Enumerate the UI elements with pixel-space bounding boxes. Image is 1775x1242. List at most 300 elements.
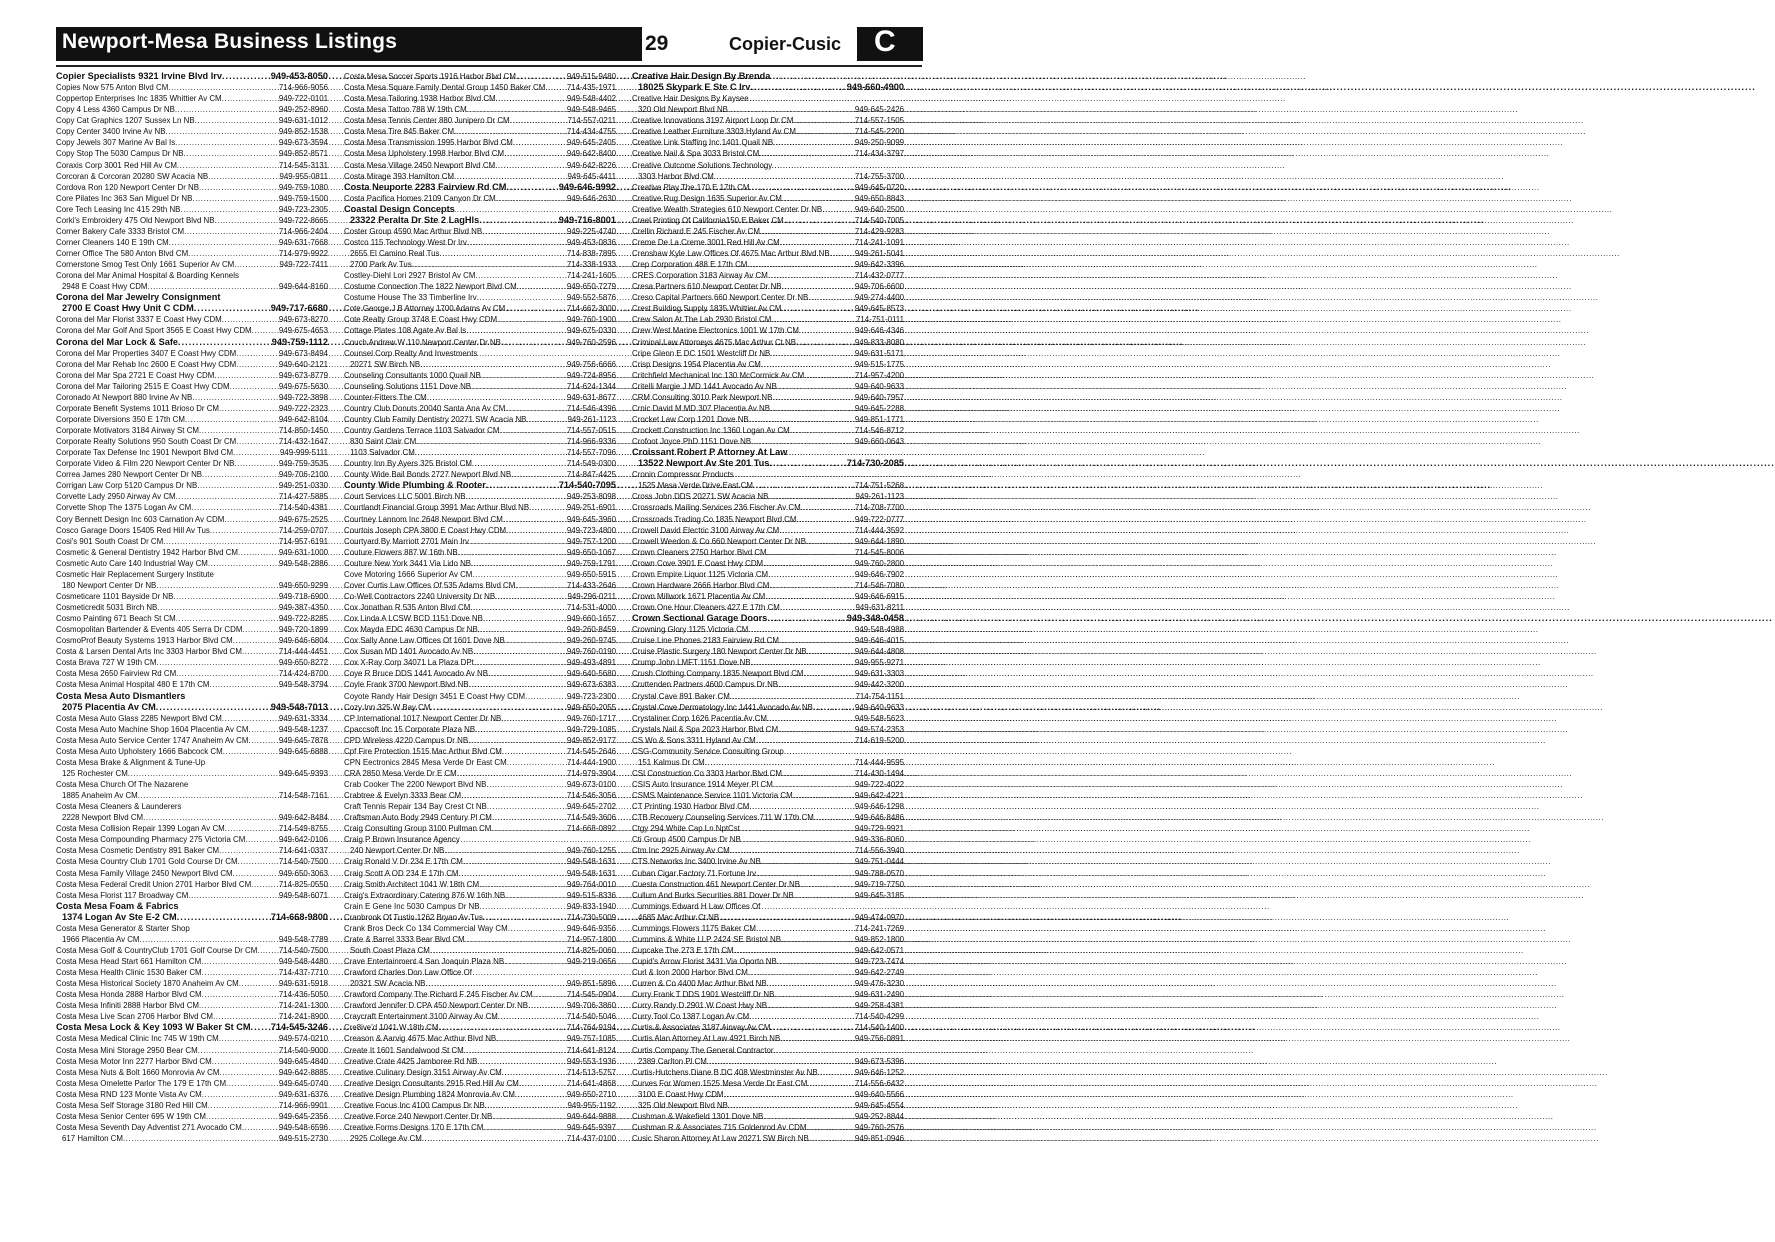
listing-name: 2925 College Av CM <box>350 1134 422 1143</box>
listing-phone: 949-574-0210 <box>278 1034 328 1044</box>
listing-phone: 949-760-1255 <box>566 846 616 856</box>
listing-phone: 949-548-5623 <box>854 713 904 723</box>
listing-name: Counter-Fitters The CM <box>344 392 427 402</box>
leader-dots <box>728 104 855 115</box>
leader-dots <box>769 458 846 469</box>
leader-dots <box>199 425 279 436</box>
listing-name: CT Printing 1930 Harbor Blvd CM <box>632 802 750 812</box>
listing-name: Cresa Partners 610 Newport Center Dr NB <box>632 282 782 292</box>
listing-name: Cranbrook Of Tustin 1262 Bryan Av Tus <box>344 912 483 922</box>
leader-dots <box>479 215 559 226</box>
leader-dots <box>778 679 855 690</box>
leader-dots <box>756 735 855 746</box>
listing-entry <box>344 292 616 303</box>
listing-name: Crystaliner Corp 1626 Pacentia Av CM <box>632 713 767 723</box>
listing-name: Corporate Motivators 3184 Airway St CM <box>56 426 199 435</box>
listing-phone: 949-225-4740 <box>566 226 616 236</box>
listing-name: Creative Design Plumbing 1824 Monrovia Av CM <box>344 1089 515 1099</box>
listing-entry <box>56 104 328 115</box>
leader-dots <box>517 281 567 292</box>
listing-phone: 714-430-1494 <box>854 768 904 778</box>
leader-dots <box>257 945 279 956</box>
listing-phone: 949-650-8272 <box>278 658 328 668</box>
listing-name: 2075 Placentia Av CM <box>62 701 156 712</box>
listing-phone: 714-435-1971 <box>566 83 616 93</box>
listing-phone: 949-574-2353 <box>854 724 904 734</box>
leader-dots <box>777 381 855 392</box>
listing-name: CSMS Maintenance Service 1101 Victoria CM <box>632 791 793 801</box>
leader-dots <box>483 613 567 624</box>
listing-name: Cove Motoring 1666 Superior Av CM <box>344 569 473 579</box>
listing-phone: 949-729-1085 <box>566 724 616 734</box>
listing-phone: 949-251-0330 <box>278 481 328 491</box>
listing-phone: 714-444-9595 <box>854 757 904 767</box>
listing-name: Craft Tennis Repair 134 Bay Crest Ct NB <box>344 802 487 812</box>
listing-name: Curtis Alan Attorney At Law 4921 Birch NB <box>632 1034 781 1044</box>
listing-phone: 949-646-9356 <box>566 923 616 933</box>
listing-phone: 714-241-8900 <box>278 1012 328 1022</box>
listing-entry <box>56 790 328 801</box>
listing-phone: 949-642-8104 <box>278 414 328 424</box>
listing-phone: 714-545-8006 <box>854 547 904 557</box>
listing-name: Crate & Barrel 3333 Bear Blvd CM <box>344 934 465 944</box>
listing-entry <box>632 1000 904 1011</box>
listing-phone: 949-548-7013 <box>270 701 328 712</box>
leader-dots <box>248 724 278 735</box>
listing-phone: 949-833-8080 <box>854 337 904 347</box>
listing-entry <box>344 193 616 204</box>
listing-phone: 949-261-5041 <box>854 249 904 258</box>
leader-dots <box>422 1133 567 1144</box>
leader-dots <box>245 834 279 845</box>
listing-name: Costa Mesa Village 2450 Newport Blvd CM <box>344 160 496 170</box>
listing-name: Costa Mesa Cosmetic Dentistry 891 Baker CM <box>56 846 220 856</box>
listing-name: Corona del Mar Golf And Sport 3565 E Coast Hwy CDM <box>56 326 252 336</box>
leader-dots <box>768 270 855 281</box>
listing-name: Corner Cleaners 140 E 19th CM <box>56 237 169 247</box>
listing-entry <box>56 425 328 436</box>
listing-entry <box>56 1045 328 1056</box>
listing-entry <box>56 514 328 525</box>
listing-name: Crawford Company The Richard F 245 Fischer Av CM <box>344 990 533 1000</box>
listing-entry <box>632 381 904 392</box>
leader-dots <box>212 1056 279 1067</box>
listing-name: Cruise Plastic Surgery 180 Newport Center Dr NB <box>632 647 807 657</box>
leader-dots <box>495 591 567 602</box>
listing-name: CosmoProf Beauty Systems 1913 Harbor Blvd CM <box>56 636 233 646</box>
leader-dots <box>163 536 279 547</box>
listing-name: Costa Mesa Health Clinic 1530 Baker CM <box>56 968 202 978</box>
listing-entry <box>344 215 616 226</box>
leader-dots <box>496 1033 567 1044</box>
listing-name: Copier Specialists 9321 Irvine Blvd Irv <box>56 71 222 81</box>
listing-phone: 714-513-5757 <box>566 1067 616 1077</box>
leader-dots <box>166 126 279 137</box>
leader-dots <box>507 757 567 768</box>
listing-entry <box>632 547 904 558</box>
listing-name: Costa Mesa Honda 2888 Harbor Blvd CM <box>56 990 202 1000</box>
leader-dots <box>176 491 279 502</box>
leader-dots <box>219 403 279 414</box>
listing-name: Costa Mesa Collision Repair 1399 Logan Av CM <box>56 824 225 834</box>
listing-entry <box>56 956 328 967</box>
leader-dots <box>477 1056 567 1067</box>
listing-phone: 714-432-1647 <box>278 437 328 447</box>
listing-phone: 949-631-3303 <box>854 669 904 679</box>
listing-entry <box>344 812 616 823</box>
listing-phone: 714-730-2085 <box>846 458 904 469</box>
leader-dots <box>475 270 566 281</box>
listing-entry <box>56 281 328 292</box>
listing-name: Copy Stop The 5030 Campus Dr NB <box>56 149 184 159</box>
listing-entry <box>632 1033 904 1044</box>
leader-dots <box>781 934 855 945</box>
listing-entry <box>344 436 616 447</box>
listing-phone: 949-252-8844 <box>854 1111 904 1121</box>
listing-phone: 949-706-2100 <box>278 470 328 480</box>
listing-entry <box>344 425 616 436</box>
listing-name: Curtis-Hutchens Diane B DC 408 Westminster Av NB <box>632 1067 818 1077</box>
leader-dots <box>767 1000 855 1011</box>
listing-phone: 949-852-8571 <box>278 149 328 159</box>
listing-name: 23322 Peralta Dr Ste 2 LagHls <box>350 214 480 225</box>
leader-dots <box>728 1100 855 1111</box>
listing-name: Cox Jonathan R 535 Anton Blvd CM <box>344 603 471 612</box>
listing-entry <box>344 956 616 967</box>
leader-dots <box>486 779 566 790</box>
leader-dots <box>779 635 855 646</box>
leader-dots <box>768 491 855 502</box>
listings-page <box>56 25 922 1143</box>
leader-dots <box>480 901 567 912</box>
listing-phone: 949-650-3063 <box>278 868 328 878</box>
listing-name: Crenshaw Kyle Law Offices Of 4675 Mac Arthur Blvd NB <box>632 249 830 258</box>
listing-entry <box>632 945 904 956</box>
leader-dots <box>128 768 279 779</box>
listing-name: Costa Mesa 2650 Fairview Rd CM <box>56 669 177 679</box>
listing-entry <box>56 536 328 547</box>
listing-name: Crystals Nail & Spa 2023 Harbor Blvd CM <box>632 724 779 734</box>
listing-name: Crowell David Electric 3100 Airway Av CM <box>632 525 780 535</box>
listing-name: Crawford Charles Don Law Office Of <box>344 968 472 978</box>
listing-entry <box>56 746 328 757</box>
listing-phone: 714-545-3246 <box>270 1022 328 1033</box>
listing-phone: 949-645-4411 <box>567 171 616 181</box>
listing-entry <box>56 1011 328 1022</box>
leader-dots <box>201 956 279 967</box>
leader-dots <box>749 182 854 193</box>
listing-phone: 949-724-8956 <box>566 370 616 380</box>
listing-phone: 714-957-1800 <box>566 934 616 944</box>
leader-dots <box>807 1078 855 1089</box>
listing-phone: 949-722-0101 <box>278 94 328 104</box>
listing-phone: 949-261-1123 <box>855 492 904 502</box>
listing-name: Counseling Solutions 1151 Dove NB <box>344 381 472 391</box>
listing-phone: 949-640-7957 <box>854 392 904 402</box>
listing-name: CPD Wireless 4220 Campus Dr NB <box>344 735 469 745</box>
listing-phone: 949-631-2490 <box>854 990 904 1000</box>
listing-phone: 949-646-4346 <box>854 326 904 336</box>
listing-entry <box>344 890 616 901</box>
listing-entry <box>56 856 328 867</box>
listing-entry <box>344 381 616 392</box>
leader-dots <box>475 724 567 735</box>
leader-dots <box>780 237 855 248</box>
listing-name: Cruttenden Partners 4600 Campus Dr NB <box>632 680 779 690</box>
listing-name: 4685 Mac Arthur Ct NB <box>638 912 720 922</box>
listing-entry <box>56 679 328 690</box>
listing-phone: 949-760-2596 <box>566 337 616 347</box>
listing-name: Curtis Company The General Contractor <box>632 1045 774 1055</box>
leader-dots <box>528 1000 567 1011</box>
listing-name: Creative Nail & Spa 3033 Bristol CM <box>632 149 760 159</box>
listing-name: South Coast Plaza CM <box>350 945 430 955</box>
listing-entry <box>344 1111 616 1122</box>
leader-dots <box>458 868 566 879</box>
leader-dots <box>485 1100 568 1111</box>
leader-dots <box>468 735 567 746</box>
listing-name: Creel Printing Of California150 E Baker CM <box>632 215 784 225</box>
listing-name: Costa Mesa Auto Glass 2285 Newport Blvd CM <box>56 713 222 723</box>
listing-phone: 714-437-0100 <box>566 1134 616 1143</box>
listing-phone: 949-673-8494 <box>278 348 328 358</box>
leader-dots <box>248 735 278 746</box>
listing-phone: 714-979-9922 <box>278 249 328 258</box>
listing-phone: 714-641-8124 <box>566 1045 616 1055</box>
listing-name: Costa Mesa Church Of The Nazarene <box>56 780 189 789</box>
listing-phone: 949-706-3860 <box>566 1001 616 1011</box>
listing-entry <box>632 502 904 513</box>
leader-dots <box>799 325 855 336</box>
listing-entry <box>56 392 328 403</box>
listing-phone: 949-718-6900 <box>278 591 328 601</box>
listing-phone: 714-545-3131 <box>278 160 328 170</box>
listing-phone: 949-640-9633 <box>854 381 904 391</box>
listing-phone: 949-650-2055 <box>566 702 616 712</box>
listing-phone: 949-717-6680 <box>270 303 328 314</box>
listing-entry <box>632 458 904 469</box>
listing-name: CRM Consulting 3010 Park Newport NB <box>632 392 773 402</box>
leader-dots <box>488 668 567 679</box>
listing-phone: 949-645-3185 <box>854 890 904 900</box>
listing-phone: 949-757-1085 <box>566 1034 616 1044</box>
listing-entry <box>344 536 616 547</box>
listing-name: Costa Mesa Medical Clinic Inc 745 W 19th CM <box>56 1034 219 1044</box>
listing-phone: 949-645-3960 <box>566 514 616 524</box>
listing-entry <box>56 303 328 314</box>
listing-entry <box>344 978 616 989</box>
listing-entry <box>344 879 616 890</box>
leader-dots <box>807 646 855 657</box>
listing-entry <box>56 137 328 148</box>
listing-name: Cox Susan MD 1401 Avocado Av NB <box>344 647 474 657</box>
leader-dots <box>219 1033 279 1044</box>
listing-phone: 949-646-2630 <box>566 193 616 203</box>
leader-dots <box>751 657 855 668</box>
listing-name: Cuesta Construction 461 Newport Center Dr NB <box>632 879 800 889</box>
listing-name: Corporate Diversions 350 E 17th CM <box>56 414 185 424</box>
leader-dots <box>238 547 279 558</box>
listing-entry <box>56 480 328 491</box>
listing-phone: 949-660-1657 <box>566 614 616 624</box>
listing-entry <box>344 104 616 115</box>
leader-dots <box>730 845 855 856</box>
leader-dots <box>191 502 279 513</box>
listing-entry <box>56 879 328 890</box>
leader-dots <box>767 547 855 558</box>
listing-phone: 949-631-5918 <box>278 979 328 989</box>
leader-dots <box>173 591 278 602</box>
listing-name: Creative Link Staffing Inc 1401 Quail NB <box>632 138 774 148</box>
listing-entry <box>632 115 904 126</box>
listing-column-3 <box>632 71 904 1144</box>
listing-name: Cottage Plates 108 Agate Av Bal Is <box>344 326 467 336</box>
leader-dots <box>234 458 279 469</box>
leader-dots <box>202 469 279 480</box>
listing-name: Courtney Lannom Inc 2648 Newport Blvd CM <box>344 514 503 524</box>
leader-dots <box>430 702 566 713</box>
listing-entry <box>56 823 328 834</box>
listing-entry <box>632 325 904 336</box>
listing-phone: 949-851-0946 <box>854 1134 904 1143</box>
listing-entry <box>344 602 616 613</box>
listing-name: Craycraft Entertainment 3100 Airway Av CM <box>344 1012 498 1022</box>
listing-entry <box>56 148 328 159</box>
leader-dots <box>806 536 855 547</box>
listing-entry <box>344 480 616 491</box>
leader-dots <box>457 768 567 779</box>
listing-name: Curry Tool Co 1387 Logan Av CM <box>632 1012 750 1022</box>
listing-phone: 949-650-7279 <box>566 282 616 292</box>
listing-phone: 714-241-7269 <box>854 923 904 933</box>
listing-phone: 714-434-4755 <box>566 127 616 137</box>
listing-phone: 949-673-5396 <box>854 1056 904 1066</box>
listing-phone: 949-716-8001 <box>558 214 616 225</box>
listing-entry <box>344 967 616 978</box>
leader-dots <box>415 447 567 458</box>
leader-dots <box>526 414 567 425</box>
listing-name: 2700 Park Av Tus <box>350 260 412 270</box>
listing-entry <box>344 635 616 646</box>
page-header <box>56 27 922 61</box>
listing-name: Cosmo Painting 671 Beach St CM <box>56 614 176 624</box>
listing-entry <box>344 1022 616 1033</box>
listing-name: Creative Innovations 3197 Airport Loop Dr CM <box>632 116 794 126</box>
listing-entry <box>56 359 328 370</box>
leader-dots <box>782 281 855 292</box>
leader-dots <box>730 691 856 702</box>
listing-entry <box>632 126 904 137</box>
listing-name: Cummings Flowers 1175 Baker CM <box>632 923 756 933</box>
listing-name: Counsel Corp Realty And Investments <box>344 348 478 358</box>
leader-dots <box>501 337 567 348</box>
listing-phone: 714-847-4425 <box>566 470 616 480</box>
listing-name: Cote Realty Group 3748 E Coast Hwy CDM <box>344 315 498 325</box>
leader-dots <box>156 702 271 713</box>
listing-phone: 714-545-2646 <box>566 746 616 756</box>
listing-entry <box>344 392 616 403</box>
listing-name: 617 Hamilton CM <box>62 1134 123 1143</box>
listing-entry <box>56 160 328 171</box>
listing-phone: 949-552-5876 <box>566 293 616 303</box>
listing-entry <box>344 71 616 82</box>
listing-name: Crave Entertainment 4 San Joaquin Plaza NB <box>344 957 505 966</box>
leader-dots <box>183 148 278 159</box>
listing-phone: 714-241-1605 <box>566 271 616 281</box>
listing-name: Crown Empire Liquor 1125 Victoria CM <box>632 569 769 579</box>
listing-phone: 949-548-1631 <box>566 857 616 867</box>
listing-entry <box>344 580 616 591</box>
listing-name: Coppertop Enterprises Inc 1835 Whittier Av CM <box>56 94 222 104</box>
listing-phone: 949-548-6071 <box>278 890 328 900</box>
listing-phone: 949-642-4221 <box>854 791 904 801</box>
listing-name: Cronin Compressor Products <box>632 470 734 480</box>
listing-name: Country Inn By Ayers 325 Bristol CM <box>344 459 472 469</box>
listing-phone: 714-619-5200 <box>854 735 904 745</box>
listing-phone: 714-755-3700 <box>854 171 904 181</box>
leader-dots <box>454 171 567 182</box>
listing-entry <box>344 834 616 845</box>
leader-dots <box>750 82 846 93</box>
listing-entry <box>344 1000 616 1011</box>
listing-column-2 <box>344 71 616 1144</box>
listing-entry <box>344 337 616 348</box>
listing-phone: 714-427-5885 <box>278 492 328 502</box>
listing-name: Coraxis Corp 3001 Red Hill Av CM <box>56 160 177 170</box>
listing-name: Crystal Cove Dermatology Inc 1441 Avocado Av NB <box>632 702 813 712</box>
listing-entry <box>344 447 616 458</box>
leader-dots <box>238 856 279 867</box>
listing-entry <box>632 823 904 834</box>
leader-dots <box>156 657 278 668</box>
listing-entry <box>56 215 328 226</box>
listing-phone: 949-642-0571 <box>854 945 904 955</box>
listing-phone: 949-722-8285 <box>278 614 328 624</box>
listing-name: Cory Bennett Design Inc 603 Carnation Av CDM <box>56 514 225 524</box>
listing-phone: 949-548-4988 <box>854 625 904 635</box>
listing-phone: 714-549-8755 <box>278 824 328 834</box>
leader-dots <box>796 337 855 348</box>
listing-entry <box>632 834 904 845</box>
listing-entry <box>632 182 904 193</box>
leader-dots <box>430 945 567 956</box>
listing-name: Costa Mesa Tennis Center 880 Junipero Dr CM <box>344 116 510 126</box>
leader-dots <box>499 425 566 436</box>
listing-entry <box>56 370 328 381</box>
listing-entry <box>632 491 904 502</box>
listing-name: Cupid's Arrow Florist 3431 Via Oporto NB <box>632 957 777 966</box>
listing-entry <box>632 890 904 901</box>
listing-phone: 714-540-7095 <box>558 480 616 491</box>
listing-name: 2948 E Coast Hwy CDM <box>62 282 148 292</box>
listing-phone: 949-642-0106 <box>278 835 328 845</box>
listing-name: Copy Center 3400 Irvine Av NB <box>56 127 166 137</box>
listing-entry <box>632 414 904 425</box>
leader-dots <box>143 812 279 823</box>
listing-entry <box>344 1045 616 1056</box>
leader-dots <box>492 812 567 823</box>
leader-dots <box>148 281 279 292</box>
listing-name: Corona del Mar Lock & Safe <box>56 336 179 347</box>
listing-phone: 714-641-4868 <box>566 1078 616 1088</box>
listing-name: 180 Newport Center Dr NB <box>62 580 157 590</box>
listing-phone: 714-966-9336 <box>566 437 616 447</box>
listing-name: Creason & Aarvig 4675 Mac Arthur Blvd NB <box>344 1034 497 1044</box>
listing-entry <box>632 901 904 912</box>
leader-dots <box>800 879 855 890</box>
leader-dots <box>747 259 855 270</box>
listing-name: Crest Building Supply 1835 Whittier Av CM <box>632 304 782 314</box>
